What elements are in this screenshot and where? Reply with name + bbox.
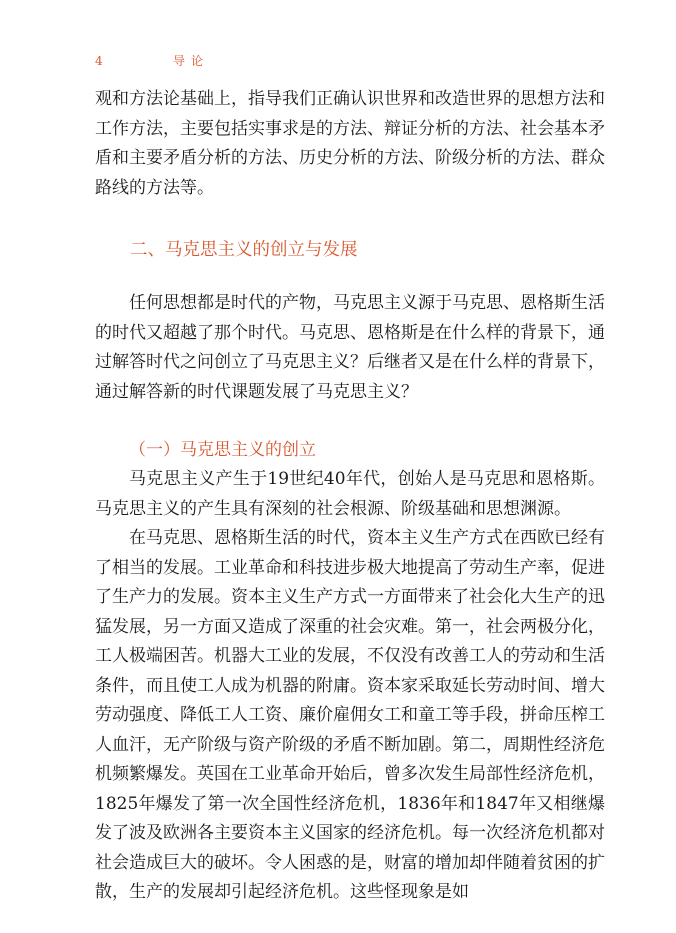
running-section-title: 导论 [173, 54, 210, 68]
subsection-heading: （一）马克思主义的创立 [129, 440, 316, 460]
section-heading: 二、马克思主义的创立与发展 [130, 240, 358, 260]
page-number: 4 [95, 54, 103, 68]
page-header [95, 52, 209, 69]
paragraph-background: 在马克思、恩格斯生活的时代，资本主义生产方式在西欧已经有了相当的发展。工业革命和科技进步极大地提高了劳动生产率，促进了生产力的发展。资本主义生产方式一方面带来了社会化大生产的迅猛发展，另一方面又造成了深重的社会灾难。第一，社会两极分化，工人极端困苦。机器大工业的发展，不仅没有改善工人的劳动和生活条件，而且使工人成为机器的附庸。资本家采取延长劳动时间、增大劳动强度、降低工人工资、廉价雇佣女工和童工等手段，拼命压榨工人血汗，无产阶级与资产阶级的矛盾不断加剧。第二，周期性经济危机频繁爆发。英国在工业革命开始后，曾多次发生局部性经济危机，1825年爆发了第一次全国性经济危机，1836年和1847年又相继爆发了波及欧洲各主要资本主义国家的经济危机。每一次经济危机都对社会造成巨大的破坏。令人困惑的是，财富的增加却伴随着贫困的扩散，生产的发展却引起经济危机。这些怪现象是如 [95, 528, 605, 902]
paragraph-continued: 观和方法论基础上，指导我们正确认识世界和改造世界的思想方法和工作方法，主要包括实事求是的方法、辩证分析的方法、社会基本矛盾和主要矛盾分析的方法、历史分析的方法、阶级分析的方法、群众路线的方法等。 [95, 89, 605, 198]
paragraph-origin: 马克思主义产生于19世纪40年代，创始人是马克思和恩格斯。马克思主义的产生具有深刻的社会根源、阶级基础和思想渊源。 [95, 469, 605, 519]
paragraph-intro: 任何思想都是时代的产物，马克思主义源于马克思、恩格斯生活的时代又超越了那个时代。马克思、恩格斯是在什么样的背景下，通过解答时代之问创立了马克思主义？后继者又是在什么样的背景下，通过解答新的时代课题发展了马克思主义？ [95, 293, 605, 402]
